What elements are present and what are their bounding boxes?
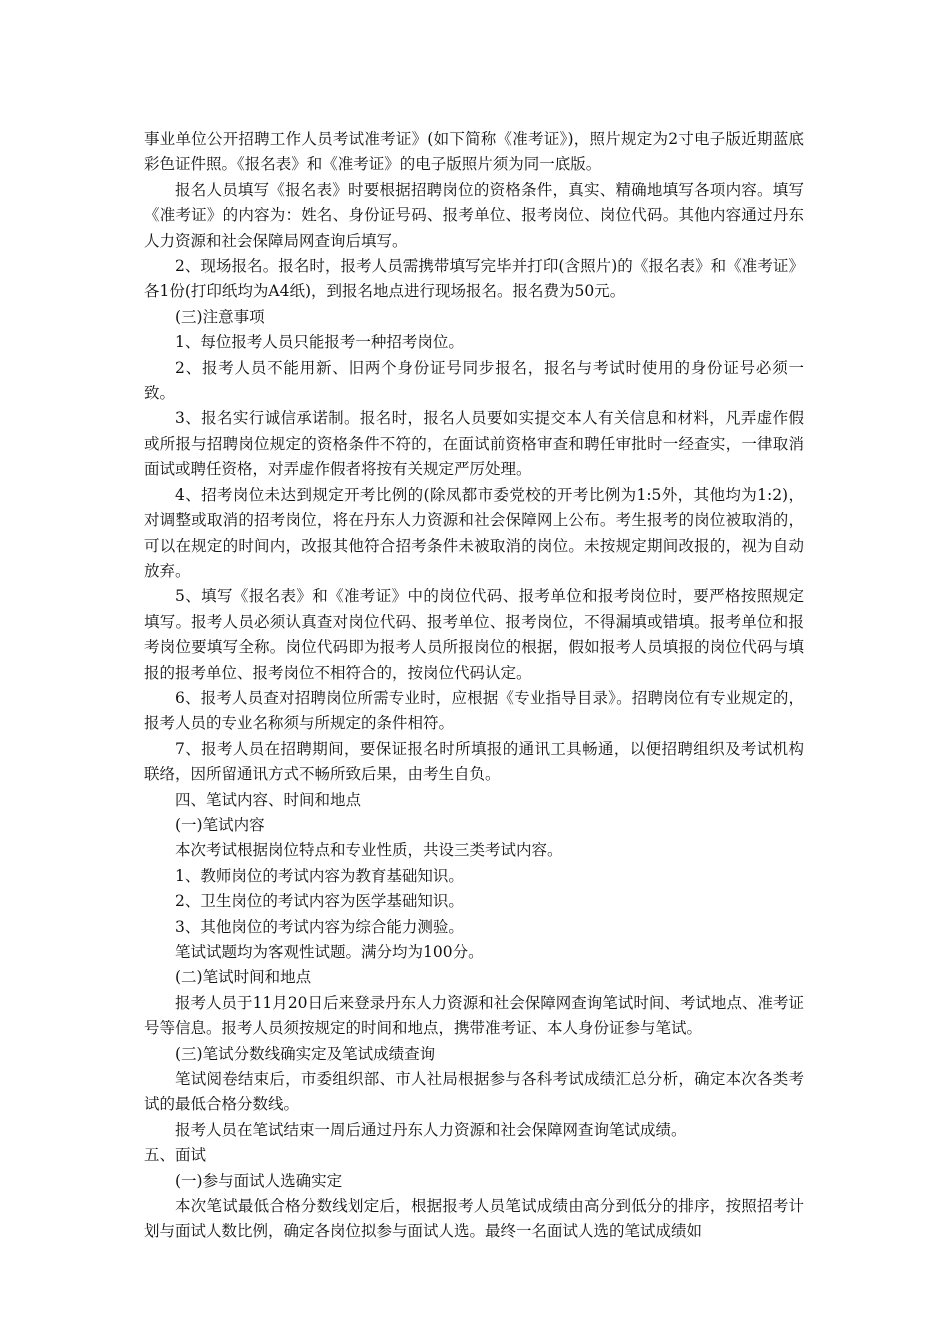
paragraph: 笔试试题均为客观性试题。满分均为100分。: [175, 943, 484, 961]
paragraph: (一)参与面试人选确实定: [175, 1171, 343, 1190]
paragraph: 笔试阅卷结束后，市委组织部、市人社局根据参与各科考试成绩汇总分析，确定本次各类考试的最低合格分数线。: [144, 1070, 804, 1114]
paragraph: 四、笔试内容、时间和地点: [175, 790, 362, 809]
paragraph: 本次笔试最低合格分数线划定后，根据报考人员笔试成绩由高分到低分的排序，按照招考计划与面试人数比例，确定各岗位拟参与面试人选。最终一名面试人选的笔试成绩如: [144, 1197, 804, 1241]
paragraph: (三)注意事项: [175, 307, 265, 326]
paragraph: 3、报名实行诚信承诺制。报名时，报名人员要如实提交本人有关信息和材料，凡弄虚作假或所报与招聘岗位规定的资格条件不符的，在面试前资格审查和聘任审批时一经查实，一律取消面试或聘任资格，对弄虚作假者将按有关规定严厉处理。: [144, 409, 804, 479]
paragraph: 事业单位公开招聘工作人员考试准考证》(如下简称《准考证》)，照片规定为2寸电子版近期蓝底彩色证件照。《报名表》和《准考证》的电子版照片须为同一底版。: [144, 130, 804, 174]
paragraph: 2、报考人员不能用新、旧两个身份证号同步报名，报名与考试时使用的身份证号必须一致。: [144, 358, 804, 403]
paragraph: 7、报考人员在招聘期间，要保证报名时所填报的通讯工具畅通，以便招聘组织及考试机构联络，因所留通讯方式不畅所致后果，由考生自负。: [144, 739, 804, 784]
paragraph: 6、报考人员查对招聘岗位所需专业时，应根据《专业指导目录》。招聘岗位有专业规定的，报考人员的专业名称须与所规定的条件相符。: [144, 688, 804, 733]
paragraph: 报名人员填写《报名表》时要根据招聘岗位的资格条件，真实、精确地填写各项内容。填写《准考证》的内容为：姓名、身份证号码、报考单位、报考岗位、岗位代码。其他内容通过丹东人力资源和社会保障局网查询后填写。: [144, 180, 804, 250]
document-body: [144, 127, 804, 1245]
paragraph: 4、招考岗位未达到规定开考比例的(除凤都市委党校的开考比例为1:5外，其他均为1:2)，对调整或取消的招考岗位，将在丹东人力资源和社会保障网上公布。考生报考的岗位被取消的，可以在规定的时间内，改报其他符合招考条件未被取消的岗位。未按规定期间改报的，视为自动放弃。: [144, 485, 804, 580]
paragraph: 5、填写《报名表》和《准考证》中的岗位代码、报考单位和报考岗位时，要严格按照规定填写。报考人员必须认真查对岗位代码、报考单位、报考岗位，不得漏填或错填。报考单位和报考岗位要填写全称。岗位代码即为报考人员所报岗位的根据，假如报考人员填报的岗位代码与填报的报考单位、报考岗位不相符合的，按岗位代码认定。: [144, 587, 804, 682]
paragraph: (一)笔试内容: [175, 815, 265, 834]
paragraph: 2、卫生岗位的考试内容为医学基础知识。: [175, 892, 464, 911]
paragraph: 3、其他岗位的考试内容为综合能力测验。: [175, 917, 464, 936]
paragraph: 本次考试根据岗位特点和专业性质，共设三类考试内容。: [175, 841, 563, 860]
paragraph: 1、每位报考人员只能报考一种招考岗位。: [175, 333, 464, 352]
paragraph: 2、现场报名。报名时，报考人员需携带填写完毕并打印(含照片)的《报名表》和《准考证》各1份(打印纸均为A4纸)，到报名地点进行现场报名。报名费为50元。: [144, 257, 804, 301]
paragraph: 五、面试: [144, 1146, 207, 1165]
paragraph: (二)笔试时间和地点: [175, 968, 312, 987]
paragraph: 报考人员于11月20日后来登录丹东人力资源和社会保障网查询笔试时间、考试地点、准考证号等信息。报考人员须按规定的时间和地点，携带准考证、本人身份证参与笔试。: [144, 993, 804, 1038]
paragraph: 1、教师岗位的考试内容为教育基础知识。: [175, 866, 464, 885]
paragraph: 报考人员在笔试结束一周后通过丹东人力资源和社会保障网查询笔试成绩。: [175, 1120, 687, 1139]
paragraph: (三)笔试分数线确实定及笔试成绩查询: [175, 1044, 436, 1063]
